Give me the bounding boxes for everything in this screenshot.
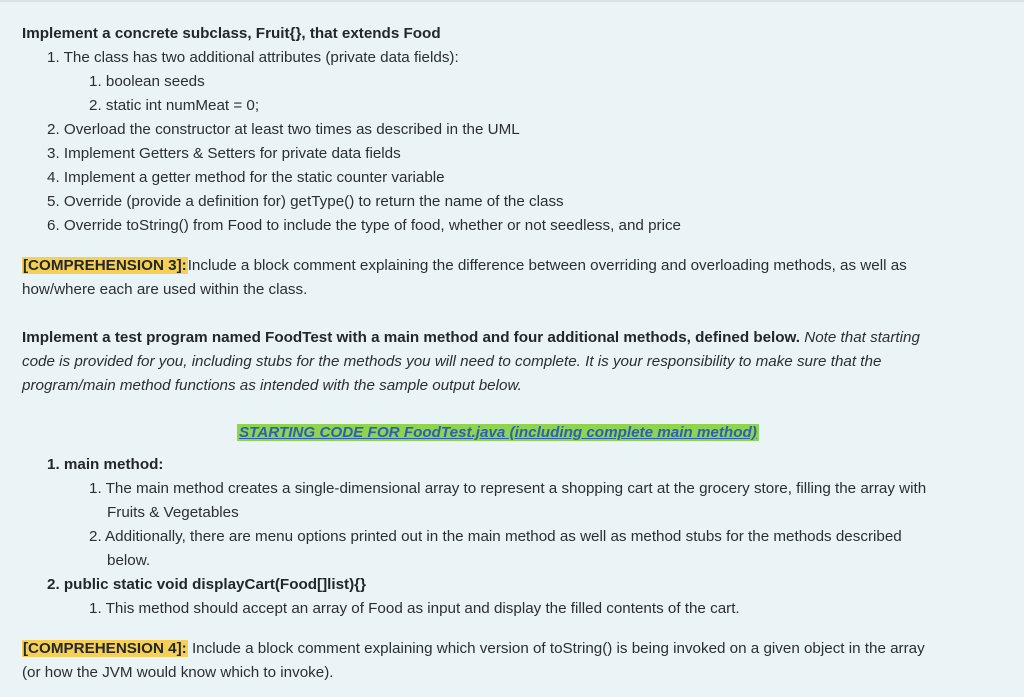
fruit-item-5: 5. Override (provide a definition for) getType() to return the name of the class (47, 193, 564, 210)
starting-code-link-wrap (237, 423, 759, 443)
display-cart-item-1: 1. This method should accept an array of Food as input and display the filled contents of the cart. (89, 600, 740, 617)
foodtest-note-line2: code is provided for you, including stubs for the methods you will need to complete. It is your responsibility to make sure that the (22, 353, 882, 370)
comprehension3-line1 (22, 256, 907, 276)
comprehension4-label: [COMPREHENSION 4]: (23, 640, 187, 657)
fruit-subitem-2: 2. static int numMeat = 0; (89, 97, 260, 114)
fruit-item-4: 4. Implement a getter method for the static counter variable (47, 169, 445, 186)
display-cart-label: 2. public static void displayCart(Food[]list){} (47, 576, 366, 593)
comprehension4-line1 (22, 639, 925, 659)
fruit-item-2: 2. Overload the constructor at least two times as described in the UML (47, 121, 520, 138)
comprehension3-label: [COMPREHENSION 3]: (23, 257, 187, 274)
comprehension4-text: Include a block comment explaining which version of toString() is being invoked on a given object in the array (191, 640, 925, 657)
fruit-item-6: 6. Override toString() from Food to include the type of food, whether or not seedless, and price (47, 217, 681, 234)
main-item-2-line1: 2. Additionally, there are menu options printed out in the main method as well as method stubs for the methods described (89, 528, 902, 545)
fruit-heading: Implement a concrete subclass, Fruit{}, that extends Food (22, 25, 441, 42)
fruit-item-1: 1. The class has two additional attributes (private data fields): (47, 49, 459, 66)
foodtest-heading-line (22, 328, 920, 348)
main-item-1-line2: Fruits & Vegetables (107, 504, 239, 521)
comprehension4-line2: (or how the JVM would know which to invoke). (22, 664, 334, 681)
fruit-subitem-1: 1. boolean seeds (89, 73, 205, 90)
comprehension3-line2: how/where each are used within the class. (22, 281, 308, 298)
foodtest-heading: Implement a test program named FoodTest with a main method and four additional methods, defined below. (22, 329, 801, 346)
main-item-1-line1: 1. The main method creates a single-dimensional array to represent a shopping cart at the grocery store, filling the array with (89, 480, 927, 497)
fruit-item-3: 3. Implement Getters & Setters for private data fields (47, 145, 401, 162)
main-method-label: 1. main method: (47, 456, 164, 473)
comprehension3-text: Include a block comment explaining the difference between overriding and overloading methods, as well as (187, 257, 907, 274)
foodtest-note-line3: program/main method functions as intended with the sample output below. (22, 377, 522, 394)
foodtest-note-start: Note that starting (804, 329, 920, 346)
starting-code-link[interactable]: STARTING CODE FOR FoodTest.java (including complete main method) (239, 424, 757, 441)
main-item-2-line2: below. (107, 552, 151, 569)
